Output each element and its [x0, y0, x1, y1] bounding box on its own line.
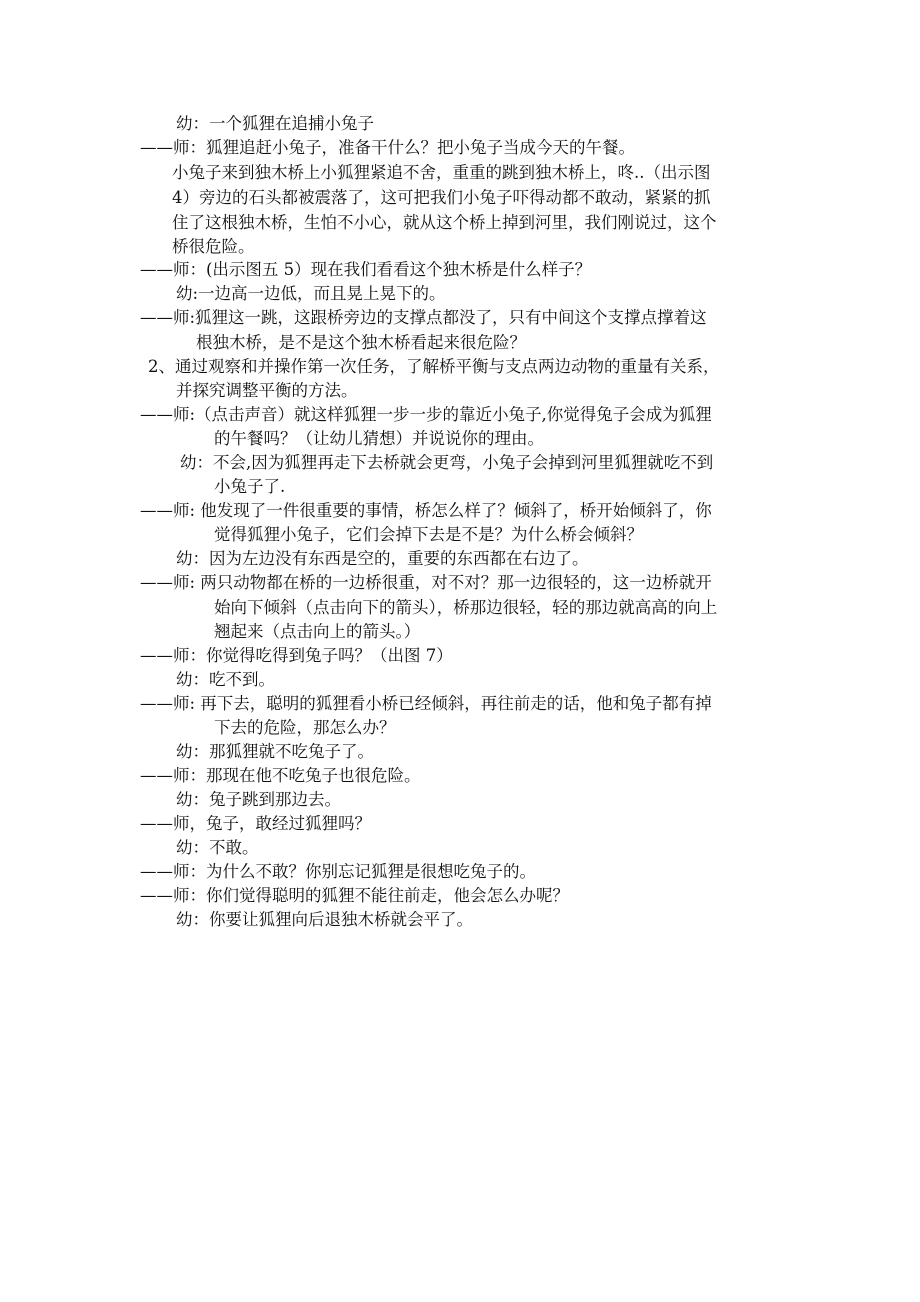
text-line: ——师：你们觉得聪明的狐狸不能往前走，他会怎么办呢？ [140, 886, 569, 905]
text-line: 小兔子了. [214, 477, 286, 496]
text-line: ——师：那现在他不吃兔子也很危险。 [140, 766, 421, 785]
text-line: 根独木桥，是不是这个独木桥看起来很危险？ [196, 333, 526, 352]
text-line: 幼：你要让狐狸向后退独木桥就会平了。 [176, 910, 473, 929]
text-line: ——师，兔子，敢经过狐狸吗？ [140, 814, 371, 833]
text-line: 的午餐吗？（让幼儿猜想）并说说你的理由。 [214, 429, 544, 448]
text-line: 觉得狐狸小兔子，它们会掉下去是不是？为什么桥会倾斜？ [214, 525, 643, 544]
text-line: ——师: 两只动物都在桥的一边桥很重，对不对？那一边很轻的，这一边桥就开 [140, 573, 712, 592]
text-line: 幼：不敢。 [176, 838, 259, 857]
text-line: 并探究调整平衡的方法。 [176, 381, 358, 400]
text-line: ——师：为什么不敢？你别忘记狐狸是很想吃兔子的。 [140, 862, 536, 881]
text-line: 幼：不会,因为狐狸再走下去桥就会更弯，小兔子会掉到河里狐狸就吃不到 [180, 453, 714, 472]
text-line: ——师:狐狸这一跳，这跟桥旁边的支撑点都没了，只有中间这个支撑点撑着这 [140, 308, 707, 327]
text-line: 幼：兔子跳到那边去。 [176, 790, 341, 809]
text-line: 4）旁边的石头都被震落了，这可把我们小兔子吓得动都不敢动，紧紧的抓 [172, 188, 711, 207]
text-line: ——师:（点击声音）就这样狐狸一步一步的靠近小兔子,你觉得兔子会成为狐狸 [140, 405, 712, 424]
text-line: 住了这根独木桥，生怕不小心，就从这个桥上掉到河里，我们刚说过，这个 [172, 213, 717, 232]
text-line: 幼：那狐狸就不吃兔子了。 [176, 742, 374, 761]
text-line: 幼：一个狐狸在追捕小兔子 [176, 114, 374, 133]
text-line: ——师：狐狸追赶小兔子，准备干什么？把小兔子当成今天的午餐。 [140, 138, 635, 157]
text-line: 幼：吃不到。 [176, 670, 275, 689]
text-line: ——师: 他发现了一件很重要的事情，桥怎么样了？倾斜了，桥开始倾斜了，你 [140, 501, 712, 520]
text-line: ——师：(出示图五 5）现在我们看看这个独木桥是什么样子？ [140, 260, 592, 279]
section-heading: 2、通过观察和并操作第一次任务，了解桥平衡与支点两边动物的重量有关系， [148, 357, 720, 376]
text-line: 幼:一边高一边低，而且晃上晃下的。 [176, 284, 446, 303]
text-line: 幼：因为左边没有东西是空的，重要的东西都在右边了。 [176, 549, 589, 568]
text-line: 始向下倾斜（点击向下的箭头），桥那边很轻，轻的那边就高高的向上 [214, 598, 718, 617]
text-line: 小兔子来到独木桥上小狐狸紧追不舍，重重的跳到独木桥上，咚..（出示图 [172, 163, 711, 182]
text-line: ——师：你觉得吃得到兔子吗？（出图 7） [140, 646, 453, 665]
text-line: 翘起来（点击向上的箭头。） [214, 622, 421, 641]
text-line: ——师: 再下去，聪明的狐狸看小桥已经倾斜，再往前走的话，他和兔子都有掉 [140, 694, 712, 713]
text-line: 桥很危险。 [172, 237, 255, 256]
text-line: 下去的危险，那怎么办？ [214, 718, 396, 737]
